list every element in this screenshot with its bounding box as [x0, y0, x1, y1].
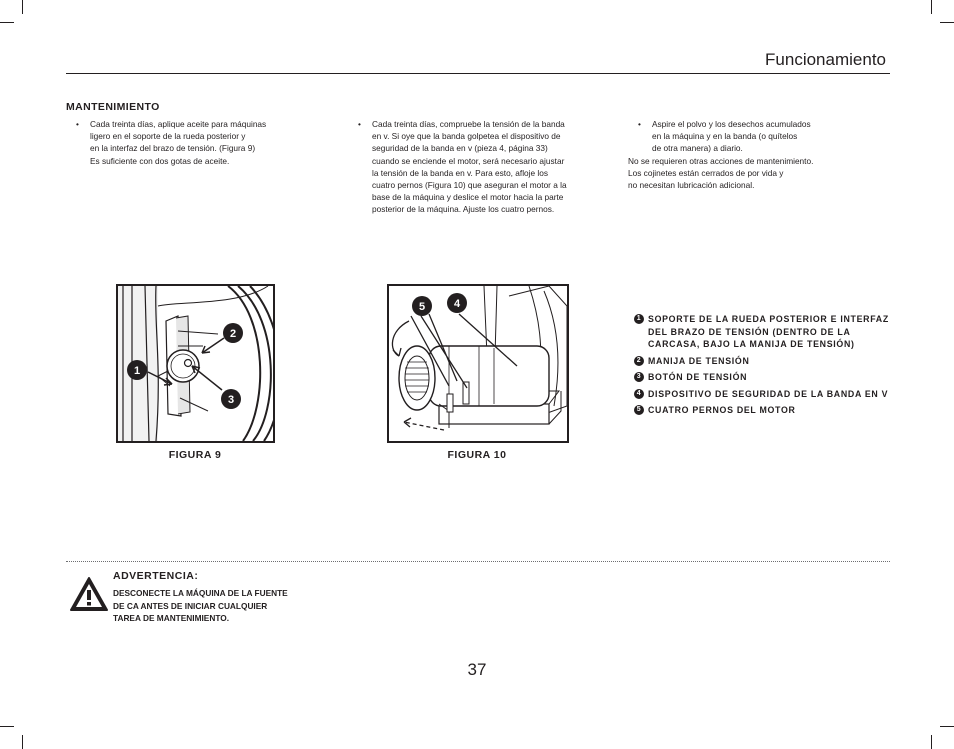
bullet-dot: • — [638, 119, 641, 129]
text-line: seguridad de la banda en v (pieza 4, página 33) — [372, 143, 548, 154]
legend-number-badge: 3 — [634, 372, 644, 382]
text-line: cuatro pernos (Figura 10) que aseguran el motor a la — [372, 180, 567, 191]
parts-legend — [634, 313, 889, 421]
callout-4: 4 — [453, 298, 461, 310]
section-heading: MANTENIMIENTO — [66, 101, 160, 113]
legend-text: DEL BRAZO DE TENSIÓN (DENTRO DE LA — [648, 326, 851, 337]
bullet-item — [66, 118, 316, 167]
bullet-dot: • — [358, 119, 361, 129]
legend-item — [634, 313, 889, 351]
legend-text: SOPORTE DE LA RUEDA POSTERIOR E INTERFAZ — [648, 314, 889, 324]
text-column-2 — [348, 118, 618, 216]
callout-3: 3 — [227, 394, 235, 406]
header-rule — [66, 73, 890, 74]
legend-item — [634, 371, 889, 384]
text-line: cuando se enciende el motor, será necesario ajustar — [372, 155, 565, 166]
callout-1: 1 — [133, 365, 141, 377]
text-line: Cada treinta días, compruebe la tensión de la banda — [372, 119, 565, 129]
text-line: Aspire el polvo y los desechos acumulados — [652, 119, 811, 129]
legend-item — [634, 355, 889, 368]
page-number: 37 — [467, 660, 487, 679]
crop-mark — [22, 0, 23, 14]
figure-9-caption: FIGURA 9 — [168, 449, 222, 461]
bullet-item — [348, 118, 618, 216]
text-line: Es suficiente con dos gotas de aceite. — [90, 155, 230, 166]
section-divider — [66, 561, 890, 562]
legend-text: MANIJA DE TENSIÓN — [648, 355, 750, 366]
legend-number-badge: 5 — [634, 405, 644, 415]
text-line: No se requieren otras acciones de mantenimiento. — [628, 155, 814, 166]
figure-10-illustration — [387, 284, 569, 443]
warning-line: TAREA DE MANTENIMIENTO. — [113, 613, 230, 623]
crop-mark — [940, 22, 954, 23]
warning-title: ADVERTENCIA: — [113, 570, 199, 582]
figure-10-drawing — [389, 286, 567, 441]
text-column-3 — [628, 118, 890, 191]
callout-5: 5 — [418, 301, 426, 313]
crop-mark — [931, 735, 932, 749]
text-line: en v. Si oye que la banda golpetea el dispositivo de — [372, 131, 561, 142]
legend-text: DISPOSITIVO DE SEGURIDAD DE LA BANDA EN V — [648, 388, 889, 399]
figure-9-illustration — [116, 284, 275, 443]
text-line: posterior de la máquina. Ajuste los cuatro pernos. — [372, 204, 555, 215]
text-line: en la interfaz del brazo de tensión. (Figura 9) — [90, 143, 256, 154]
legend-text: CARCASA, BAJO LA MANIJA DE TENSIÓN) — [648, 339, 855, 349]
text-line: base de la máquina y deslice el motor hacia la parte — [372, 192, 564, 203]
crop-mark — [931, 0, 932, 14]
legend-number-badge: 2 — [634, 356, 644, 366]
text-line: de otra manera) a diario. — [652, 143, 743, 154]
legend-text: CUATRO PERNOS DEL MOTOR — [648, 405, 796, 415]
crop-mark — [0, 726, 14, 727]
legend-text: BOTÓN DE TENSIÓN — [648, 372, 748, 382]
text-line: no necesitan lubricación adicional. — [628, 180, 755, 191]
page-title: Funcionamiento — [765, 50, 886, 69]
text-line: Cada treinta días, aplique aceite para máquinas — [90, 119, 267, 129]
crop-mark — [22, 735, 23, 749]
bullet-dot: • — [76, 119, 79, 129]
figure-10-caption: FIGURA 10 — [447, 449, 507, 461]
text-line: ligero en el soporte de la rueda posterior y — [90, 131, 246, 142]
text-line: Los cojinetes están cerrados de por vida y — [628, 167, 784, 178]
warning-line: DE CA ANTES DE INICIAR CUALQUIER — [113, 600, 268, 611]
figure-9-drawing — [118, 286, 273, 441]
warning-line: DESCONECTE LA MÁQUINA DE LA FUENTE — [113, 588, 288, 598]
legend-number-badge: 4 — [634, 389, 644, 399]
legend-number-badge: 1 — [634, 314, 644, 324]
legend-item — [634, 388, 889, 401]
bullet-item — [628, 118, 890, 155]
warning-triangle-icon — [69, 576, 109, 617]
callout-2: 2 — [229, 328, 237, 340]
crop-mark — [940, 726, 954, 727]
text-line: la tensión de la banda en v. Para esto, afloje los — [372, 167, 549, 178]
warning-message — [113, 587, 313, 625]
crop-mark — [0, 22, 14, 23]
text-column-1 — [66, 118, 316, 167]
legend-item — [634, 404, 889, 417]
text-line: en la máquina y en la banda (o quítelos — [652, 131, 798, 142]
